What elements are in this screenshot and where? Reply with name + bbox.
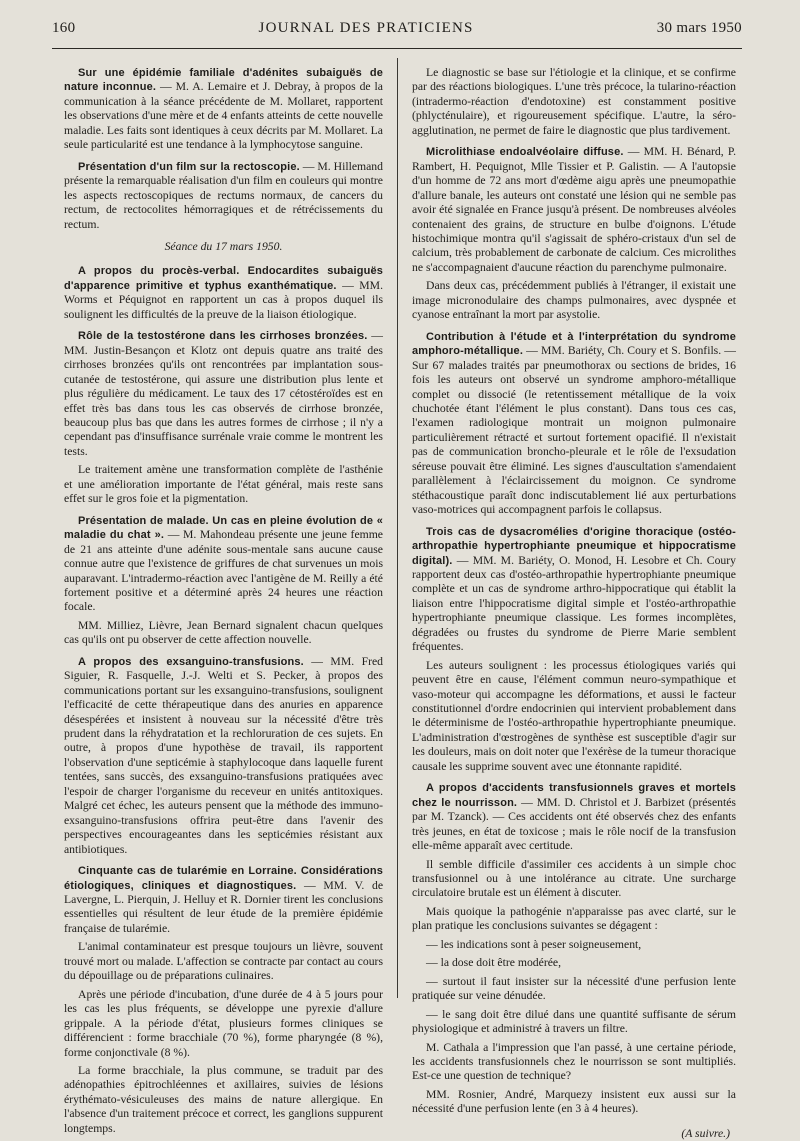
article-maladie-du-chat: [64, 514, 383, 615]
to-be-continued: (A suivre.): [681, 1126, 730, 1140]
article-tularemie: [64, 864, 383, 936]
article-body: — MM. Worms et Péquignot en rapportent un cas à propos duquel ils soulignent les difficultés de la preuve de la liaison étiologique.: [64, 278, 383, 321]
article-title: Présentation d'un film sur la rectoscopie.: [78, 160, 300, 173]
header-rule: [52, 48, 742, 49]
paragraph: Mais quoique la pathogénie n'apparaisse pas avec clarté, sur le plan pratique les conclusions suivantes se dégagent :: [412, 904, 736, 933]
article-body: — MM. M. Bariéty, O. Monod, H. Lesobre et Ch. Coury rapportent deux cas d'ostéo-arthropathie hypertrophiante pneumique complète et un cas de syndrome arthro-hippocratique qui établit la liaison entre l'hippocratisme digital simple et l'ostéo-arthropathie hypertrophiante pneumique classique. Les formes incomplètes, dégradées ou frustes du syndrome de Pierre Marie semblent fréquentes.: [412, 553, 736, 654]
paragraph: Après une période d'incubation, d'une durée de 4 à 5 jours pour les cas les plus fréquents, se développe une pyrexie d'allure grippale. A la période d'état, plusieurs formes cliniques se différencient : forme bracchiale (70 %), forme pharyngée (8 %), forme conjonctivale (8 %).: [64, 987, 383, 1059]
article-body: — MM. H. Bénard, P. Rambert, H. Pequignot, Mlle Tissier et P. Galistin. — A l'autopsie d'un homme de 72 ans mort d'œdème aigu après une pneumopathie d'allure banale, les auteurs ont constaté une lésion qui ne semble pas avoir été signalée en France jusqu'à présent. De nombreuses alvéoles contenaient des grains, de structure en bulbe d'oignons. L'étude histochimique montra qu'il s'agissait de sphéro-cristaux d'un sel de calcium, très probablement de carbonate de calcium. Ces microlithes ne s'accompagnaient d'aucune réaction du parenchyme pulmonaire.: [412, 145, 736, 274]
article-body: — MM. Bariéty, Ch. Coury et S. Bonfils. — Sur 67 malades traités par pneumothorax ou sections de brides, 16 fois les auteurs ont observé un syndrome amphoro-métallique complet ou dissocié (le retentissement métallique de la voix chuchotée étant l'élément le plus constant). Dans tous ces cas, l'examen radiologique montrait un moignon pulmonaire particulièrement rétracté et surtout fortement opacifié. Il n'existait pas de communication broncho-pleurale et le rôle de l'exsudation séreuse pouvait être éliminé. Les signes d'auscultation s'amendaient parallèlement à l'éclaircissement du moignon. Ce syndrome stéthacoustique paraît donc indiscutablement lié aux perturbations vaso-motrices qui accompagnent parfois le collapsus.: [412, 344, 736, 517]
list-item: — les indications sont à peser soigneusement,: [426, 937, 642, 951]
article-body: — M. Hillemand présente la remarquable réalisation d'un film en couleurs qui montre les aspects rectoscopiques de rectums normaux, de cancers du rectum, de rectocolites hémorragiques et de rétrécissements du rectum.: [64, 159, 383, 231]
paragraph: L'animal contaminateur est presque toujours un lièvre, souvent trouvé mort ou malade. L'affection se contracte par contact au cours du dépouillage ou de préparations culinaires.: [64, 940, 383, 983]
list-item: — surtout il faut insister sur la nécessité d'une perfusion lente pratiquée sur veine dénudée.: [412, 974, 736, 1003]
left-column: [64, 66, 383, 1140]
article-adenites: [64, 66, 383, 153]
issue-date: 30 mars 1950: [656, 20, 742, 36]
article-title: Rôle de la testostérone dans les cirrhoses bronzées.: [78, 330, 368, 343]
paragraph: MM. Rosnier, André, Marquezy insistent eux aussi sur la nécessité d'une perfusion lente (en 3 à 4 heures).: [412, 1087, 736, 1116]
article-title: Présentation de malade. Un cas en pleine évolution de « maladie du chat ».: [64, 514, 383, 542]
article-body: — M. Mahondeau présente une jeune femme de 21 ans atteinte d'une adénite sous-mentale sans aucune cause connue autre que l'existence de griffures de chat survenues un mois auparavant. L'intradermo-réaction avec l'antigène de M. Reilly a été fortement positive et a déterminé après 24 heures une réaction focale.: [64, 528, 383, 614]
paragraph: Dans deux cas, précédemment publiés à l'étranger, il existait une image micronodulaire des champs pulmonaires, avec dyspnée et cyanose entraînant la mort par asystolie.: [412, 279, 736, 322]
article-dysacromelies: [412, 525, 736, 655]
list-item: — le sang doit être dilué dans une quantité suffisante de sérum physiologique et administré à travers un filtre.: [412, 1007, 736, 1036]
article-title: Cinquante cas de tularémie en Lorraine. Considérations étiologiques, cliniques et diagnostiques.: [64, 865, 383, 892]
paragraph: Les auteurs soulignent : les processus étiologiques variés qui peuvent être en cause, l'élément commun neuro-sympathique et vaso-moteur qui accompagne les déformations, et aussi le facteur constitutionnel d'ordre endocrinien qui intervient probablement dans le déterminisme de l'ostéo-arthropathie hypertrophiante pneumique. L'administration d'œstrogènes de synthèse est susceptible d'agir sur les douleurs, mais on doit noter que l'exérèse de la tumeur thoracique causale les supprime souvent avec une étonnante rapidité.: [412, 658, 736, 773]
page-number: 160: [52, 20, 76, 36]
article-body: — MM. Justin-Besançon et Klotz ont depuis quatre ans traité des cirrhoses bronzées qu'ils ont rencontrées par implantation sous-cutanée de testostérone, qui assure une distribution plus lente et plus régulière du médicament. Le taux des 17 cétostéroïdes est en effet très bas dans tous les cas observés de cirrhose bronzée, beaucoup plus bas que dans les autres formes de cirrhose ; il n'y a cependant pas d'insuffisance surrénale vraie comme le montrent les tests.: [64, 329, 383, 458]
session-date: Séance du 17 mars 1950.: [164, 239, 283, 253]
column-divider: [397, 58, 398, 998]
paragraph: MM. Milliez, Lièvre, Jean Bernard signalent chacun quelques cas qu'ils ont pu observer de cette affection nouvelle.: [64, 618, 383, 647]
article-body: — MM. D. Christol et J. Barbizet (présentés par M. Tzanck). — Ces accidents ont été observés chez des enfants très jeunes, en état de toxicose ; mais le rôle nocif de la transfusion elle-même apparaît avec certitude.: [412, 795, 736, 853]
article-microlithiase: [412, 145, 736, 275]
paragraph: Le diagnostic se base sur l'étiologie et la clinique, et se confirme par des réactions biologiques. L'une très précoce, la tularino-réaction (intradermo-réaction d'endotoxine) est constamment positive (phlycténulaire), et rigoureusement spécifique. L'autre, la séro-agglutination, ne permet de faire le diagnostic que plus tardivement.: [412, 66, 736, 137]
page-header: [52, 20, 742, 48]
article-testosterone: [64, 329, 383, 459]
article-title: A propos d'accidents transfusionnels graves et mortels chez le nourrisson.: [412, 782, 736, 809]
article-title: Sur une épidémie familiale d'adénites subaiguës de nature inconnue.: [64, 67, 383, 94]
right-column: [412, 66, 736, 1141]
article-endocardites: [64, 264, 383, 322]
article-title: Microlithiase endoalvéolaire diffuse.: [426, 146, 624, 159]
article-exsanguino: [64, 655, 383, 857]
journal-title: JOURNAL DES PRATICIENS: [258, 20, 474, 36]
article-title: A propos du procès-verbal. Endocardites subaiguës d'apparence primitive et typhus exanthématique.: [64, 265, 383, 292]
article-body: — MM. V. de Lavergne, L. Pierquin, J. Helluy et R. Dornier tirent les conclusions essentielles qui résultent de leur étude de la première épidémie française de tularémie.: [64, 878, 384, 935]
paragraph: Il semble difficile d'assimiler ces accidents à un simple choc transfusionnel ou à une intolérance au citrate. Une surcharge circulatoire brutale est un élément à discuter.: [412, 857, 736, 900]
article-title: Trois cas de dysacromélies d'origine thoracique (ostéo-arthropathie hypertrophiante pneumique et hippocratisme digital).: [412, 525, 736, 567]
article-body: — M. A. Lemaire et J. Debray, à propos de la communication à la séance précédente de M. Mollaret, rapportent les observations d'une mère et de 4 enfants atteints de cette nouvelle maladie. Les faits sont identiques à ceux décrits par M. Mollaret. La seule particularité est une tendance à la lymphocytose sanguine.: [64, 80, 383, 152]
article-title: A propos des exsanguino-transfusions.: [78, 655, 304, 668]
paragraph: Le traitement amène une transformation complète de l'asthénie et une amélioration importante de l'état général, mais reste sans effet sur le gros foie et la pigmentation.: [64, 463, 383, 506]
article-transfusion-nourrisson: [412, 781, 736, 853]
article-title: Contribution à l'étude et à l'interprétation du syndrome amphoro-métallique.: [412, 330, 736, 358]
paragraph: La forme bracchiale, la plus commune, se traduit par des adénopathies épitrochléennes et axillaires, suivies de lésions érythémato-vésiculeuses des mains de nature allergique. En l'absence d'un traitement précoce et correct, les ganglions suppurent longtemps.: [64, 1064, 383, 1135]
article-body: — MM. Fred Siguier, R. Fasquelle, J.-J. Welti et S. Pecker, à propos des communications portant sur les exsanguino-transfusions, soulignent l'efficacité de cette thérapeutique dans des anuries en apparence désespérées et insistent à nouveau sur la nécessité d'être très prudent dans la réhydratation et la rechloruration de ces sujets. En outre, à propos d'une hypothèse de travail, ils rapportent l'observation d'une septicémie à staphylocoque dans laquelle furent tentées, sans succès, des exsanguino-transfusions pratiquées avec l'espoir de charger l'organisme du receveur en unités antitoxiques. Malgré cet échec, les auteurs pensent que la méthode des immuno-exsanguino-transfusions offrira peut-être dans l'avenir des perspectives encourageantes dans les septicémies résistant aux antibiotiques.: [64, 654, 383, 856]
article-rectoscopie: [64, 160, 383, 232]
article-amphoro-metallique: [412, 330, 736, 518]
list-item: — la dose doit être modérée,: [426, 956, 562, 970]
paragraph: M. Cathala a l'impression que l'an passé, à une certaine période, les accidents transfusionnels chez le nourrisson se sont multipliés. Est-ce une question de technique?: [412, 1040, 736, 1083]
